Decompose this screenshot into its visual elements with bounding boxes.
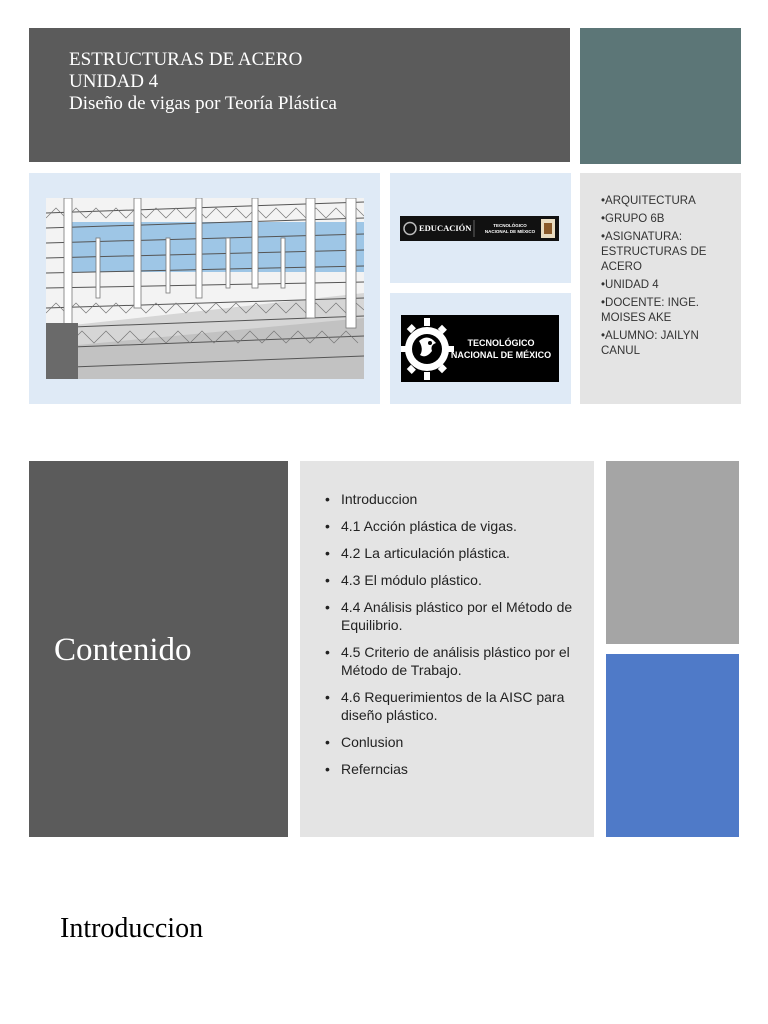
info-item-carrera: •ARQUITECTURA (601, 195, 696, 207)
toc-item (325, 598, 576, 634)
toc-item (325, 517, 576, 535)
info-item-asignatura: •ASIGNATURA: ESTRUCTURAS DE ACERO (601, 231, 707, 273)
toc-item-text: 4.5 Criterio de análisis plástico por el Método de Trabajo. (341, 644, 570, 678)
educacion-tecnm-logo (400, 216, 559, 241)
teal-decor-block (580, 28, 741, 164)
bullet-icon: • (325, 761, 330, 777)
bullet-icon: • (325, 689, 330, 705)
bullet-icon: • (325, 734, 330, 750)
blue-decor-block (606, 654, 739, 837)
info-item-grupo: •GRUPO 6B (601, 213, 665, 225)
tecnm-logo (401, 315, 559, 382)
grey-decor-square (606, 461, 739, 644)
toc-item (325, 688, 576, 724)
toc-item (325, 571, 576, 589)
toc-item (325, 643, 576, 679)
toc-item-text: Conlusion (341, 734, 404, 750)
toc-item (325, 733, 576, 751)
bullet-icon: • (325, 545, 330, 561)
tecnm-logo-line2: NACIONAL DE MÉXICO (450, 350, 552, 360)
toc-item-text: 4.6 Requerimientos de la AISC para diseño plástico. (341, 689, 565, 723)
educacion-logo-text: EDUCACIÓN (419, 223, 472, 233)
bullet-icon: • (325, 599, 330, 615)
toc-item-text: 4.3 El módulo plástico. (341, 572, 482, 588)
tecnm-logo-line1: TECNOLÓGICO (467, 338, 535, 348)
title-line-3: Diseño de vigas por Teoría Plástica (69, 93, 337, 114)
title-line-2: UNIDAD 4 (69, 71, 159, 92)
educacion-logo-side-line2: NACIONAL DE MÉXICO (484, 229, 536, 234)
toc-panel (300, 461, 594, 837)
introduccion-title: Introduccion (60, 913, 204, 944)
toc-item-text: Introduccion (341, 491, 418, 507)
info-panel (580, 173, 741, 404)
title-block (29, 28, 570, 162)
educacion-logo-side-line1: TECNOLÓGICO (493, 223, 527, 228)
contenido-title: Contenido (54, 632, 192, 668)
steel-structure-image (46, 198, 364, 379)
title-line-1: ESTRUCTURAS DE ACERO (69, 49, 303, 70)
steel-structure-photo (46, 198, 364, 379)
toc-item-text: Referncias (341, 761, 408, 777)
toc-item (325, 490, 576, 508)
info-item-docente: •DOCENTE: INGE. MOISES AKE (601, 297, 699, 324)
tecnm-logo-image (401, 315, 559, 382)
toc-item-text: 4.1 Acción plástica de vigas. (341, 518, 517, 534)
toc-item (325, 760, 576, 778)
bullet-icon: • (325, 644, 330, 660)
bullet-icon: • (325, 572, 330, 588)
info-item-unidad: •UNIDAD 4 (601, 279, 659, 291)
bullet-icon: • (325, 518, 330, 534)
toc-list (325, 490, 576, 778)
toc-item-text: 4.2 La articulación plástica. (341, 545, 510, 561)
educacion-logo-image (400, 216, 559, 241)
bullet-icon: • (325, 491, 330, 507)
toc-item (325, 544, 576, 562)
info-item-alumno: •ALUMNO: JAILYN CANUL (601, 330, 699, 357)
toc-item-text: 4.4 Análisis plástico por el Método de Equilibrio. (341, 599, 573, 633)
